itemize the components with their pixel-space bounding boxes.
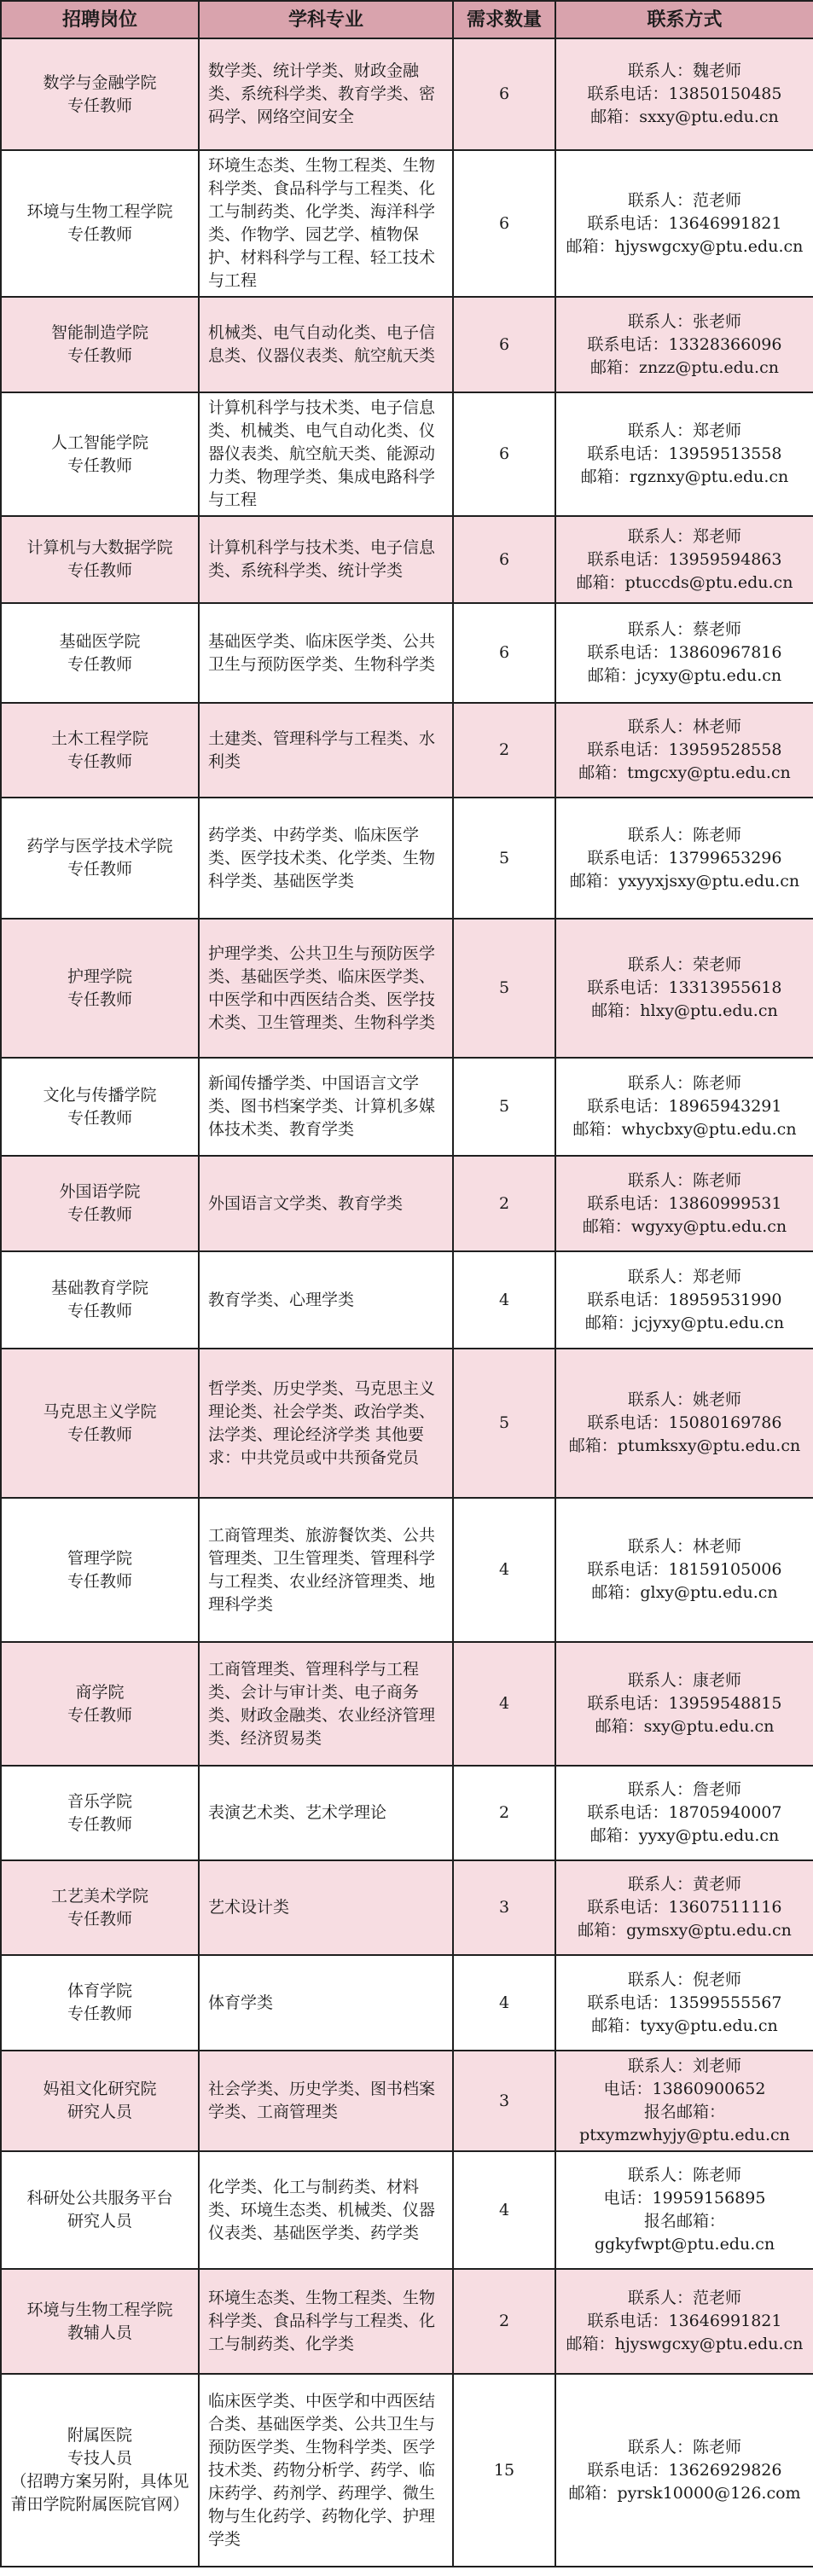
- table-row: [1, 2374, 813, 2567]
- contact-line: 邮箱：sxy@ptu.edu.cn: [595, 1717, 775, 1736]
- contact-line: 联系电话：18705940007: [587, 1803, 782, 1822]
- position-line: 专任教师: [67, 1424, 132, 1444]
- table-row: [1, 1860, 813, 1955]
- major-cell: 计算机科学与技术类、电子信息类、机械类、电气自动化类、仪器仪表类、航空航天类、能源动力类、物理学类、集成电路科学与工程: [199, 392, 453, 516]
- position-line: 环境与生物工程学院: [26, 2300, 173, 2319]
- position-cell: [1, 38, 199, 150]
- table-row: [1, 798, 813, 919]
- contact-line: 联系电话：13313955618: [587, 978, 782, 997]
- count-cell: 2: [453, 1156, 555, 1251]
- contact-cell: [555, 1498, 813, 1642]
- table-row: [1, 1955, 813, 2051]
- table-row: [1, 2151, 813, 2269]
- position-cell: [1, 1642, 199, 1766]
- position-cell: [1, 1498, 199, 1642]
- table-row: [1, 297, 813, 392]
- contact-cell: [555, 798, 813, 919]
- contact-cell: [555, 1642, 813, 1766]
- contact-line: 报名邮箱：: [643, 2212, 725, 2231]
- position-cell: [1, 516, 199, 603]
- position-line: 人工智能学院: [50, 432, 148, 452]
- contact-line: 联系人：荣老师: [627, 955, 741, 974]
- position-line: 专任教师: [67, 1108, 132, 1128]
- contact-line: 邮箱：znzz@ptu.edu.cn: [590, 357, 779, 377]
- contact-line: 联系人：陈老师: [627, 1170, 741, 1190]
- position-line: 教辅人员: [67, 2323, 132, 2342]
- contact-line: 联系人：林老师: [627, 1537, 741, 1556]
- contact-cell: [555, 1860, 813, 1955]
- position-line: 专任教师: [67, 1302, 132, 1320]
- position-line: 专任教师: [67, 561, 132, 580]
- position-cell: [1, 297, 199, 392]
- contact-cell: [555, 392, 813, 516]
- count-cell: 5: [453, 798, 555, 919]
- major-cell: 体育学类: [199, 1955, 453, 2051]
- contact-line: 联系电话：13959594863: [587, 549, 782, 569]
- contact-line: 联系人：康老师: [627, 1671, 741, 1690]
- contact-line: 邮箱：jcyxy@ptu.edu.cn: [587, 666, 782, 685]
- contact-line: 联系电话：18159105006: [587, 1560, 782, 1579]
- position-line: 商学院: [75, 1682, 125, 1702]
- contact-cell: [555, 703, 813, 798]
- major-cell: 药学类、中药学类、临床医学类、医学技术类、化学类、生物科学类、基础医学类: [199, 798, 453, 919]
- position-line: 护理学院: [67, 966, 132, 986]
- contact-line: 联系电话：13799653296: [587, 848, 782, 867]
- table-row: [1, 2269, 813, 2374]
- count-cell: 6: [453, 392, 555, 516]
- position-line: 数学与金融学院: [43, 73, 157, 92]
- position-line: 基础医学院: [59, 631, 141, 651]
- position-line: 专任教师: [67, 2005, 132, 2023]
- contact-line: 邮箱：hjyswgcxy@ptu.edu.cn: [566, 236, 804, 256]
- header-major: 学科专业: [199, 1, 453, 38]
- table-row: [1, 1058, 813, 1156]
- table-row: [1, 703, 813, 798]
- position-cell: [1, 1058, 199, 1156]
- position-line: 专任教师: [67, 751, 132, 771]
- position-line: 专任教师: [67, 1205, 132, 1224]
- contact-line: 联系人：倪老师: [627, 1970, 741, 1989]
- position-line: 工艺美术学院: [50, 1886, 148, 1906]
- contact-line: 邮箱：hlxy@ptu.edu.cn: [591, 1001, 778, 1020]
- contact-line: 联系人：郑老师: [627, 1267, 741, 1286]
- position-line: 外国语学院: [59, 1182, 141, 1201]
- major-cell: 临床医学类、中医学和中西医结合类、基础医学类、公共卫生与预防医学类、生物科学类、医学技术类、药物分析学、药学、临床药学、药剂学、药理学、微生物与生化药学、药物化学、护理学类: [199, 2374, 453, 2567]
- contact-line: 联系电话：13646991821: [587, 2312, 782, 2330]
- count-cell: 2: [453, 703, 555, 798]
- position-cell: [1, 2151, 199, 2269]
- position-cell: [1, 150, 199, 297]
- table-body: [1, 38, 813, 2567]
- count-cell: 5: [453, 919, 555, 1058]
- count-cell: 5: [453, 1349, 555, 1498]
- contact-line: ptxymzwhyjy@ptu.edu.cn: [579, 2126, 790, 2144]
- table-row: [1, 516, 813, 603]
- major-cell: 工商管理类、管理科学与工程类、会计与审计类、电子商务类、财政金融类、农业经济管理类、经济贸易类: [199, 1642, 453, 1766]
- major-cell: 计算机科学与技术类、电子信息类、系统科学类、统计学类: [199, 516, 453, 603]
- contact-line: 联系人：郑老师: [627, 421, 741, 440]
- contact-line: 报名邮箱：: [643, 2103, 725, 2121]
- position-line: 音乐学院: [67, 1791, 132, 1811]
- contact-cell: [555, 1955, 813, 2051]
- position-line: 研究人员: [67, 2212, 132, 2231]
- major-cell: 护理学类、公共卫生与预防医学类、基础医学类、临床医学类、中医学和中西医结合类、医学技术类、卫生管理类、生物科学类: [199, 919, 453, 1058]
- count-cell: 6: [453, 150, 555, 297]
- position-line: 附属医院: [67, 2426, 132, 2445]
- contact-cell: [555, 1251, 813, 1349]
- table-row: [1, 1349, 813, 1498]
- contact-line: 邮箱：ptuccds@ptu.edu.cn: [576, 572, 793, 592]
- position-cell: [1, 919, 199, 1058]
- position-line: 计算机与大数据学院: [26, 538, 173, 557]
- contact-line: 联系电话：13328366096: [587, 334, 782, 354]
- table-row: [1, 150, 813, 297]
- contact-cell: [555, 38, 813, 150]
- contact-line: 联系电话：13607511116: [587, 1898, 782, 1917]
- contact-cell: [555, 603, 813, 703]
- position-line: 专任教师: [67, 1571, 132, 1591]
- table-row: [1, 919, 813, 1058]
- contact-line: 联系人：姚老师: [627, 1390, 741, 1409]
- major-cell: 表演艺术类、艺术学理论: [199, 1766, 453, 1860]
- position-line: 科研处公共服务平台: [26, 2189, 173, 2208]
- contact-line: 联系电话：18965943291: [587, 1097, 782, 1116]
- contact-line: 联系人：张老师: [627, 311, 741, 331]
- contact-line: 联系人：范老师: [627, 190, 741, 210]
- contact-line: 邮箱：pyrsk10000@126.com: [568, 2483, 801, 2503]
- major-cell: 化学类、化工与制药类、材料类、环境生态类、机械类、仪器仪表类、基础医学类、药学类: [199, 2151, 453, 2269]
- contact-line: 联系电话：13626929826: [587, 2460, 782, 2480]
- position-line: 专任教师: [67, 989, 132, 1009]
- position-line: （招聘方案另附，具体见莆田学院附属医院官网）: [10, 2472, 189, 2514]
- contact-line: 联系电话：13860967816: [587, 643, 782, 662]
- position-cell: [1, 1156, 199, 1251]
- count-cell: 4: [453, 1642, 555, 1766]
- count-cell: 5: [453, 1058, 555, 1156]
- major-cell: 土建类、管理科学与工程类、水利类: [199, 703, 453, 798]
- position-cell: [1, 392, 199, 516]
- contact-line: 联系人：陈老师: [627, 2437, 741, 2457]
- contact-line: 邮箱：hjyswgcxy@ptu.edu.cn: [566, 2335, 804, 2353]
- position-cell: [1, 1251, 199, 1349]
- contact-cell: [555, 1349, 813, 1498]
- count-cell: 3: [453, 1860, 555, 1955]
- contact-line: 联系人：詹老师: [627, 1780, 741, 1799]
- count-cell: 4: [453, 2151, 555, 2269]
- contact-line: 联系电话：13599555567: [587, 1993, 782, 2012]
- header-row: [1, 1, 813, 38]
- major-cell: 环境生态类、生物工程类、生物科学类、食品科学与工程类、化工与制药类、化学类: [199, 2269, 453, 2374]
- contact-line: 电话：13860900652: [603, 2080, 766, 2098]
- table-row: [1, 2051, 813, 2151]
- position-cell: [1, 2051, 199, 2151]
- count-cell: 2: [453, 1766, 555, 1860]
- contact-cell: [555, 1766, 813, 1860]
- contact-line: 联系电话：13959528558: [587, 740, 782, 759]
- count-cell: 6: [453, 603, 555, 703]
- position-cell: [1, 798, 199, 919]
- contact-line: 联系电话：15080169786: [587, 1413, 782, 1432]
- position-line: 专任教师: [67, 96, 132, 115]
- count-cell: 6: [453, 38, 555, 150]
- table-row: [1, 603, 813, 703]
- major-cell: 艺术设计类: [199, 1860, 453, 1955]
- major-cell: 工商管理类、旅游餐饮类、公共管理类、卫生管理类、管理科学与工程类、农业经济管理类、地理科学类: [199, 1498, 453, 1642]
- contact-line: 邮箱：glxy@ptu.edu.cn: [591, 1583, 778, 1602]
- contact-line: 邮箱：yyxy@ptu.edu.cn: [589, 1826, 780, 1845]
- contact-line: 联系电话：13646991821: [587, 213, 782, 233]
- position-line: 专任教师: [67, 455, 132, 475]
- position-line: 管理学院: [67, 1548, 132, 1568]
- position-line: 专任教师: [67, 225, 132, 244]
- contact-line: 邮箱：rgznxy@ptu.edu.cn: [580, 467, 789, 486]
- contact-line: 联系人：陈老师: [627, 825, 741, 844]
- contact-line: 邮箱：tyxy@ptu.edu.cn: [591, 2016, 778, 2035]
- position-line: 土木工程学院: [50, 728, 148, 748]
- header-position: 招聘岗位: [1, 1, 199, 38]
- position-cell: [1, 1349, 199, 1498]
- major-cell: 新闻传播学类、中国语言文学类、图书档案学类、计算机多媒体技术类、教育学类: [199, 1058, 453, 1156]
- contact-line: 邮箱：ptumksxy@ptu.edu.cn: [568, 1436, 801, 1455]
- contact-line: 邮箱：whycbxy@ptu.edu.cn: [572, 1120, 797, 1139]
- count-cell: 2: [453, 2269, 555, 2374]
- contact-line: 联系人：陈老师: [627, 2166, 741, 2184]
- contact-cell: [555, 2051, 813, 2151]
- contact-line: 联系人：刘老师: [627, 2057, 741, 2075]
- position-line: 药学与医学技术学院: [26, 837, 173, 856]
- position-line: 专任教师: [67, 860, 132, 879]
- position-line: 妈祖文化研究院: [43, 2080, 157, 2098]
- count-cell: 3: [453, 2051, 555, 2151]
- major-cell: 教育学类、心理学类: [199, 1251, 453, 1349]
- major-cell: 数学类、统计学类、财政金融类、系统科学类、教育学类、密码学、网络空间安全: [199, 38, 453, 150]
- count-cell: 6: [453, 297, 555, 392]
- position-line: 智能制造学院: [50, 323, 148, 342]
- contact-line: 邮箱：jcjyxy@ptu.edu.cn: [584, 1313, 785, 1332]
- contact-cell: [555, 2151, 813, 2269]
- contact-line: 邮箱：gymsxy@ptu.edu.cn: [578, 1921, 792, 1940]
- contact-line: 联系人：范老师: [627, 2289, 741, 2307]
- position-line: 专任教师: [67, 654, 132, 674]
- contact-cell: [555, 297, 813, 392]
- contact-cell: [555, 2374, 813, 2567]
- position-line: 基础教育学院: [50, 1279, 148, 1297]
- position-cell: [1, 2374, 199, 2567]
- contact-line: 邮箱：tmgcxy@ptu.edu.cn: [578, 763, 791, 782]
- count-cell: 6: [453, 516, 555, 603]
- position-line: 专任教师: [67, 1814, 132, 1834]
- position-line: 专任教师: [67, 346, 132, 365]
- position-cell: [1, 1860, 199, 1955]
- header-count: 需求数量: [453, 1, 555, 38]
- major-cell: 社会学类、历史学类、图书档案学类、工商管理类: [199, 2051, 453, 2151]
- contact-line: 联系人：魏老师: [627, 61, 741, 80]
- major-cell: 外国语言文学类、教育学类: [199, 1156, 453, 1251]
- position-line: 专任教师: [67, 1705, 132, 1725]
- contact-line: 邮箱：yxyyxjsxy@ptu.edu.cn: [569, 871, 800, 891]
- position-cell: [1, 2269, 199, 2374]
- position-line: 专技人员: [67, 2449, 132, 2468]
- count-cell: 15: [453, 2374, 555, 2567]
- table-row: [1, 392, 813, 516]
- position-line: 文化与传播学院: [43, 1085, 157, 1105]
- table-row: [1, 1766, 813, 1860]
- position-line: 马克思主义学院: [43, 1401, 157, 1421]
- major-cell: 哲学类、历史学类、马克思主义理论类、社会学类、政治学类、法学类、理论经济学类 其他要求：中共党员或中共预备党员: [199, 1349, 453, 1498]
- count-cell: 4: [453, 1955, 555, 2051]
- position-cell: [1, 703, 199, 798]
- contact-line: 联系人：林老师: [627, 717, 741, 736]
- contact-line: 邮箱：wgyxy@ptu.edu.cn: [582, 1216, 787, 1236]
- position-cell: [1, 1955, 199, 2051]
- position-line: 专任教师: [67, 1909, 132, 1929]
- contact-line: 联系电话：13860999531: [587, 1193, 782, 1213]
- contact-line: 联系人：黄老师: [627, 1875, 741, 1894]
- table-row: [1, 1251, 813, 1349]
- position-line: 体育学院: [67, 1981, 132, 2000]
- major-cell: 机械类、电气自动化类、电子信息类、仪器仪表类、航空航天类: [199, 297, 453, 392]
- table-row: [1, 1498, 813, 1642]
- major-cell: 基础医学类、临床医学类、公共卫生与预防医学类、生物科学类: [199, 603, 453, 703]
- contact-line: 联系人：陈老师: [627, 1074, 741, 1093]
- position-cell: [1, 603, 199, 703]
- contact-line: 电话：19959156895: [603, 2189, 766, 2208]
- contact-line: ggkyfwpt@ptu.edu.cn: [594, 2235, 775, 2254]
- table-row: [1, 1156, 813, 1251]
- contact-cell: [555, 919, 813, 1058]
- contact-line: 联系人：郑老师: [627, 526, 741, 546]
- header-contact: 联系方式: [555, 1, 813, 38]
- contact-line: 联系电话：13959513558: [587, 444, 782, 463]
- contact-line: 邮箱：sxxy@ptu.edu.cn: [590, 107, 779, 126]
- contact-cell: [555, 1156, 813, 1251]
- count-cell: 4: [453, 1251, 555, 1349]
- position-cell: [1, 1766, 199, 1860]
- position-line: 环境与生物工程学院: [26, 202, 173, 221]
- contact-line: 联系人：蔡老师: [627, 620, 741, 639]
- contact-cell: [555, 516, 813, 603]
- contact-cell: [555, 1058, 813, 1156]
- position-line: 研究人员: [67, 2103, 132, 2121]
- table-row: [1, 38, 813, 150]
- table-row: [1, 1642, 813, 1766]
- count-cell: 4: [453, 1498, 555, 1642]
- contact-line: 联系电话：13959548815: [587, 1694, 782, 1713]
- contact-line: 联系电话：13850150485: [587, 84, 782, 103]
- contact-line: 联系电话：18959531990: [587, 1290, 782, 1309]
- contact-cell: [555, 2269, 813, 2374]
- major-cell: 环境生态类、生物工程类、生物科学类、食品科学与工程类、化工与制药类、化学类、海洋科学类、作物学、园艺学、植物保护、材料科学与工程、轻工技术与工程: [199, 150, 453, 297]
- contact-cell: [555, 150, 813, 297]
